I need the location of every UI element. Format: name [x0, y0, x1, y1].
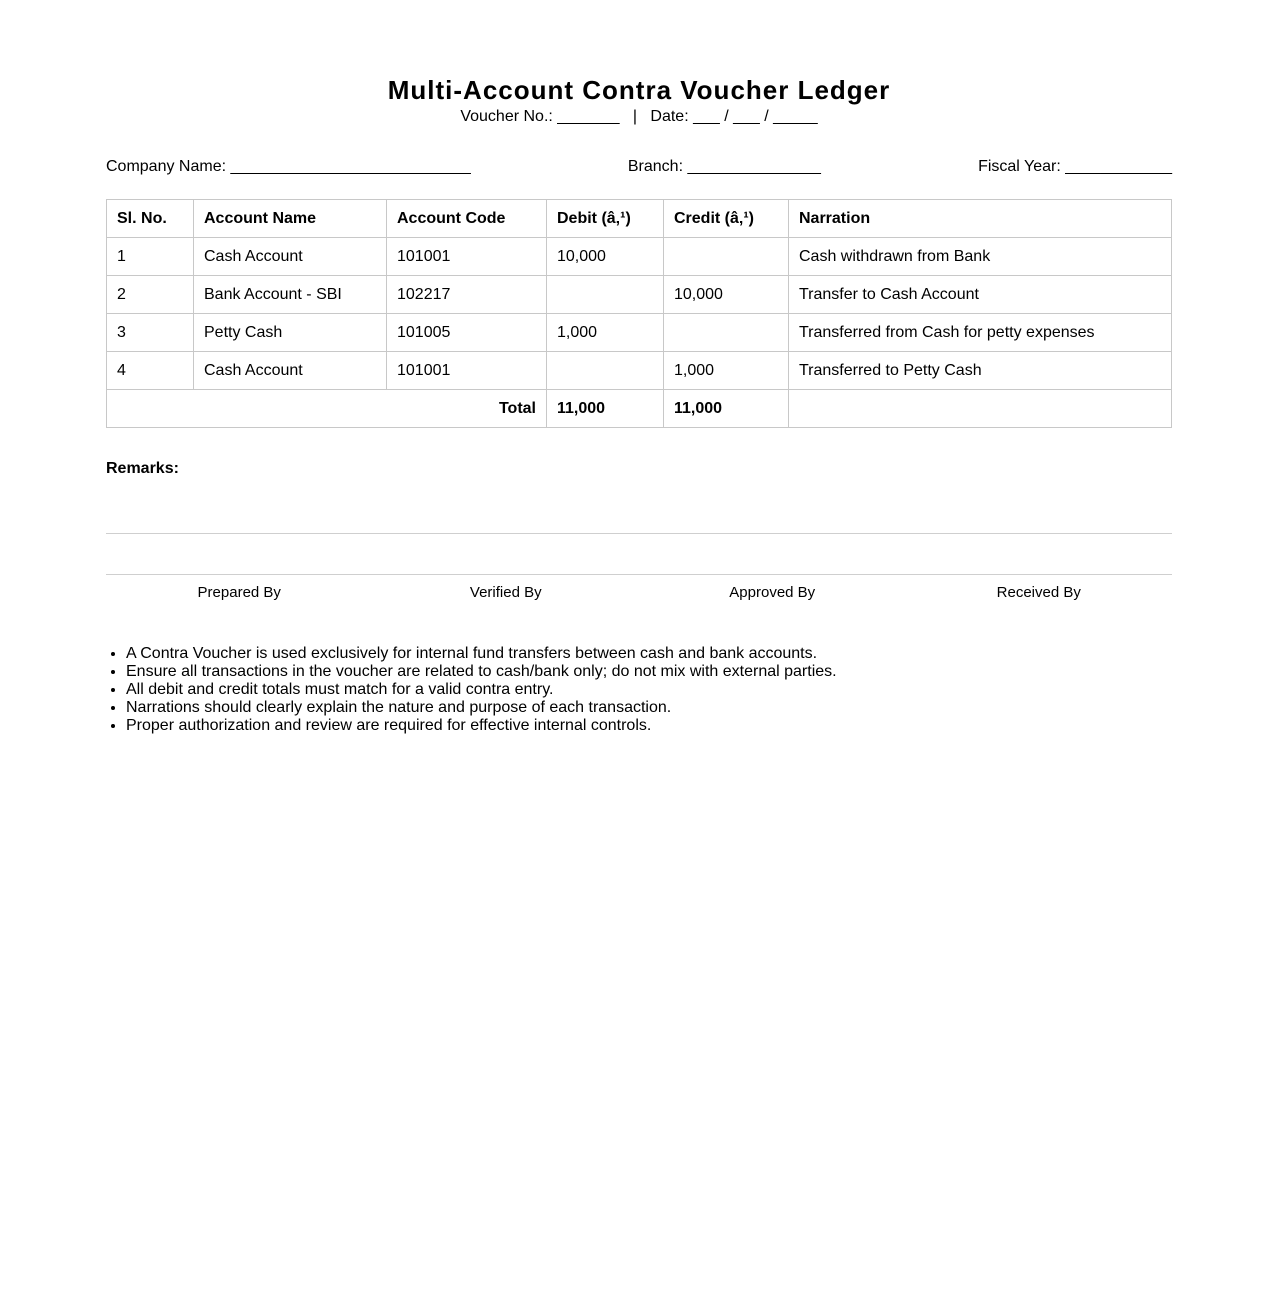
header-account-code: Account Code — [387, 200, 547, 238]
header-account-name: Account Name — [194, 200, 387, 238]
received-by-label: Received By — [996, 584, 1081, 601]
prepared-by-label: Prepared By — [197, 584, 281, 601]
cell-account-name: Cash Account — [194, 238, 387, 276]
header-credit: Credit (â‚¹) — [664, 200, 789, 238]
table-row — [107, 314, 1172, 352]
remarks-line — [106, 533, 1172, 534]
cell-account-name: Petty Cash — [194, 314, 387, 352]
verified-by-label: Verified By — [469, 584, 542, 601]
total-narration-empty — [789, 390, 1172, 428]
cell-sl-no: 2 — [107, 276, 194, 314]
list-item: • All debit and credit totals must match for a valid contra entry. — [126, 681, 1172, 699]
header-narration: Narration — [789, 200, 1172, 238]
branch-field: Branch: _______________ — [627, 158, 821, 175]
instructions-list — [106, 645, 1172, 735]
table-row — [107, 238, 1172, 276]
fiscal-year-field: Fiscal Year: ____________ — [978, 158, 1172, 175]
total-row — [107, 390, 1172, 428]
voucher-no-date-line: Voucher No.: _______ | Date: ___ / ___ / _____ — [460, 108, 818, 125]
header-sl-no: Sl. No. — [107, 200, 194, 238]
list-item: • Narrations should clearly explain the nature and purpose of each transaction. — [126, 699, 1172, 717]
cell-credit — [664, 238, 789, 276]
approved-by-label: Approved By — [729, 584, 816, 601]
total-credit: 11,000 — [664, 390, 789, 428]
list-item: • A Contra Voucher is used exclusively for internal fund transfers between cash and bank accounts. — [126, 645, 1172, 663]
cell-account-code: 101001 — [387, 238, 547, 276]
cell-debit — [547, 276, 664, 314]
cell-credit — [664, 314, 789, 352]
cell-narration: Transferred to Petty Cash — [789, 352, 1172, 390]
cell-debit: 1,000 — [547, 314, 664, 352]
header-debit: Debit (â‚¹) — [547, 200, 664, 238]
list-item: • Ensure all transactions in the voucher are related to cash/bank only; do not mix with external parties. — [126, 663, 1172, 681]
total-label: Total — [107, 390, 547, 428]
table-row — [107, 276, 1172, 314]
cell-account-code: 101001 — [387, 352, 547, 390]
cell-sl-no: 1 — [107, 238, 194, 276]
cell-account-code: 101005 — [387, 314, 547, 352]
list-item: • Proper authorization and review are required for effective internal controls. — [126, 717, 1172, 735]
table-row — [107, 352, 1172, 390]
ledger-table — [106, 199, 1172, 428]
cell-credit: 1,000 — [664, 352, 789, 390]
total-debit: 11,000 — [547, 390, 664, 428]
cell-account-name: Bank Account - SBI — [194, 276, 387, 314]
cell-sl-no: 4 — [107, 352, 194, 390]
signature-line — [106, 574, 1172, 575]
cell-sl-no: 3 — [107, 314, 194, 352]
cell-account-name: Cash Account — [194, 352, 387, 390]
header-meta-row — [106, 157, 1172, 177]
cell-account-code: 102217 — [387, 276, 547, 314]
cell-narration: Transfer to Cash Account — [789, 276, 1172, 314]
cell-credit: 10,000 — [664, 276, 789, 314]
signature-row — [106, 584, 1172, 602]
remarks-label: Remarks: — [106, 460, 179, 477]
table-header-row — [107, 200, 1172, 238]
cell-debit — [547, 352, 664, 390]
cell-narration: Transferred from Cash for petty expenses — [789, 314, 1172, 352]
page-title: Multi-Account Contra Voucher Ledger — [387, 75, 891, 105]
cell-debit: 10,000 — [547, 238, 664, 276]
cell-narration: Cash withdrawn from Bank — [789, 238, 1172, 276]
company-name-field: Company Name: ___________________________ — [106, 158, 471, 175]
